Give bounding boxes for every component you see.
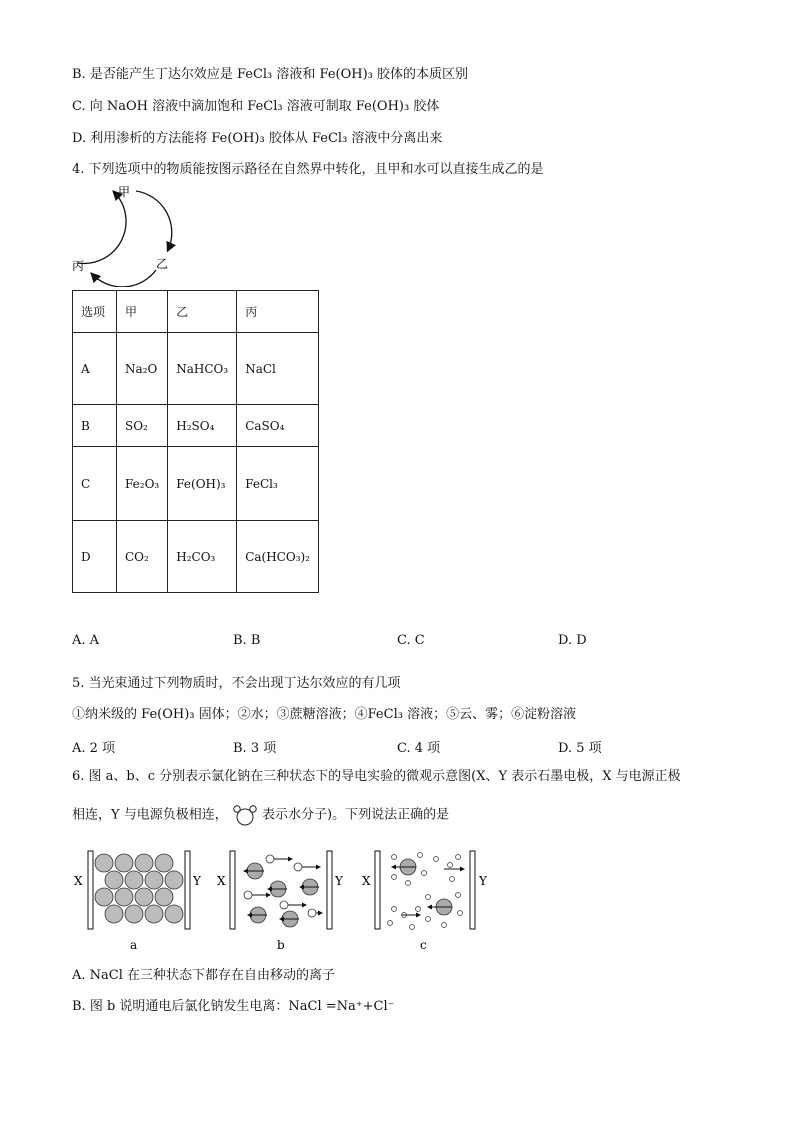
table-cell: Ca(HCO₃)₂ [237, 521, 319, 593]
q3-option-c: C. 向 NaOH 溶液中滴加饱和 FeCl₃ 溶液可制取 Fe(OH)₃ 胶体 [72, 99, 440, 114]
panel-c [362, 851, 488, 952]
water-molecule-icon [232, 804, 258, 826]
label-yi: 乙 [156, 257, 169, 271]
electrode-y [185, 851, 190, 929]
q6-stem-line1: 6. 图 a、b、c 分别表示氯化钠在三种状态下的导电实验的微观示意图(X、Y 表示石墨电极，X 与电源正极 [72, 769, 681, 784]
q6-stem-line2 [72, 804, 449, 826]
nacl-conduction-figure [72, 843, 492, 963]
table-cell: Na₂O [117, 333, 168, 405]
label-a: a [130, 938, 138, 952]
panel-b [217, 851, 344, 952]
table-cell: SO₂ [117, 405, 168, 447]
table-cell: CaSO₄ [237, 405, 319, 447]
label-y: Y [479, 874, 487, 888]
q5-items: ①纳米级的 Fe(OH)₃ 固体；②水；③蔗糖溶液；④FeCl₃ 溶液；⑤云、雾；⑥淀粉溶液 [72, 707, 577, 722]
electrode-x [230, 851, 235, 929]
table-cell: H₂SO₄ [168, 405, 237, 447]
table-cell: A [73, 333, 117, 405]
table-header: 丙 [237, 291, 319, 333]
q5-choice-a: A. 2 项 [72, 741, 116, 756]
q5-choice-d: D. 5 项 [558, 741, 602, 756]
q4-choice-a: A. A [72, 633, 100, 648]
table-cell: H₂CO₃ [168, 521, 237, 593]
table-cell: D [73, 521, 117, 593]
q6-stem-line2-pre: 相连，Y 与电源负极相连， [72, 807, 228, 823]
panel-a [74, 851, 202, 952]
electrode-x [375, 851, 380, 929]
q3-option-d: D. 利用渗析的方法能将 Fe(OH)₃ 胶体从 FeCl₃ 溶液中分离出来 [72, 131, 443, 146]
electrode-y [327, 851, 332, 929]
table-cell: Fe(OH)₃ [168, 447, 237, 521]
table-cell: NaCl [237, 333, 319, 405]
q4-stem: 4. 下列选项中的物质能按图示路径在自然界中转化，且甲和水可以直接生成乙的是 [72, 162, 544, 177]
label-jia: 甲 [118, 185, 131, 199]
options-table [72, 290, 319, 593]
table-header: 甲 [117, 291, 168, 333]
arrow-bing-to-jia [78, 192, 126, 263]
table-row [73, 447, 319, 521]
electrode-y [470, 851, 475, 929]
q6-option-a: A. NaCl 在三种状态下都存在自由移动的离子 [72, 968, 336, 983]
q6-option-b: B. 图 b 说明通电后氯化钠发生电离：NaCl =Na⁺+Cl⁻ [72, 999, 395, 1014]
label-c: c [420, 938, 427, 952]
label-x: X [217, 874, 226, 888]
q6-stem-line2-post: 表示水分子)。下列说法正确的是 [262, 807, 450, 823]
label-x: X [74, 874, 83, 888]
label-bing: 丙 [72, 259, 85, 273]
table-cell: B [73, 405, 117, 447]
q5-choice-b: B. 3 项 [233, 741, 277, 756]
label-y: Y [335, 874, 343, 888]
table-row [73, 521, 319, 593]
label-b: b [277, 938, 285, 952]
table-header: 选项 [73, 291, 117, 333]
table-cell: Fe₂O₃ [117, 447, 168, 521]
q4-choice-d: D. D [558, 633, 587, 648]
conversion-cycle-diagram [64, 182, 184, 287]
q5-stem: 5. 当光束通过下列物质时，不会出现丁达尔效应的有几项 [72, 676, 401, 691]
table-row [73, 333, 319, 405]
q4-choice-c: C. C [397, 633, 425, 648]
table-cell: C [73, 447, 117, 521]
electrode-x [88, 851, 93, 929]
arrow-yi-to-bing [92, 270, 156, 287]
q4-choice-b: B. B [233, 633, 261, 648]
table-cell: CO₂ [117, 521, 168, 593]
table-header-row [73, 291, 319, 333]
table-row [73, 405, 319, 447]
arrow-jia-to-yi [136, 191, 172, 250]
q3-option-b: B. 是否能产生丁达尔效应是 FeCl₃ 溶液和 Fe(OH)₃ 胶体的本质区别 [72, 67, 469, 82]
label-x: X [362, 874, 371, 888]
table-cell: NaHCO₃ [168, 333, 237, 405]
table-cell: FeCl₃ [237, 447, 319, 521]
table-header: 乙 [168, 291, 237, 333]
label-y: Y [193, 874, 201, 888]
q5-choice-c: C. 4 项 [397, 741, 441, 756]
